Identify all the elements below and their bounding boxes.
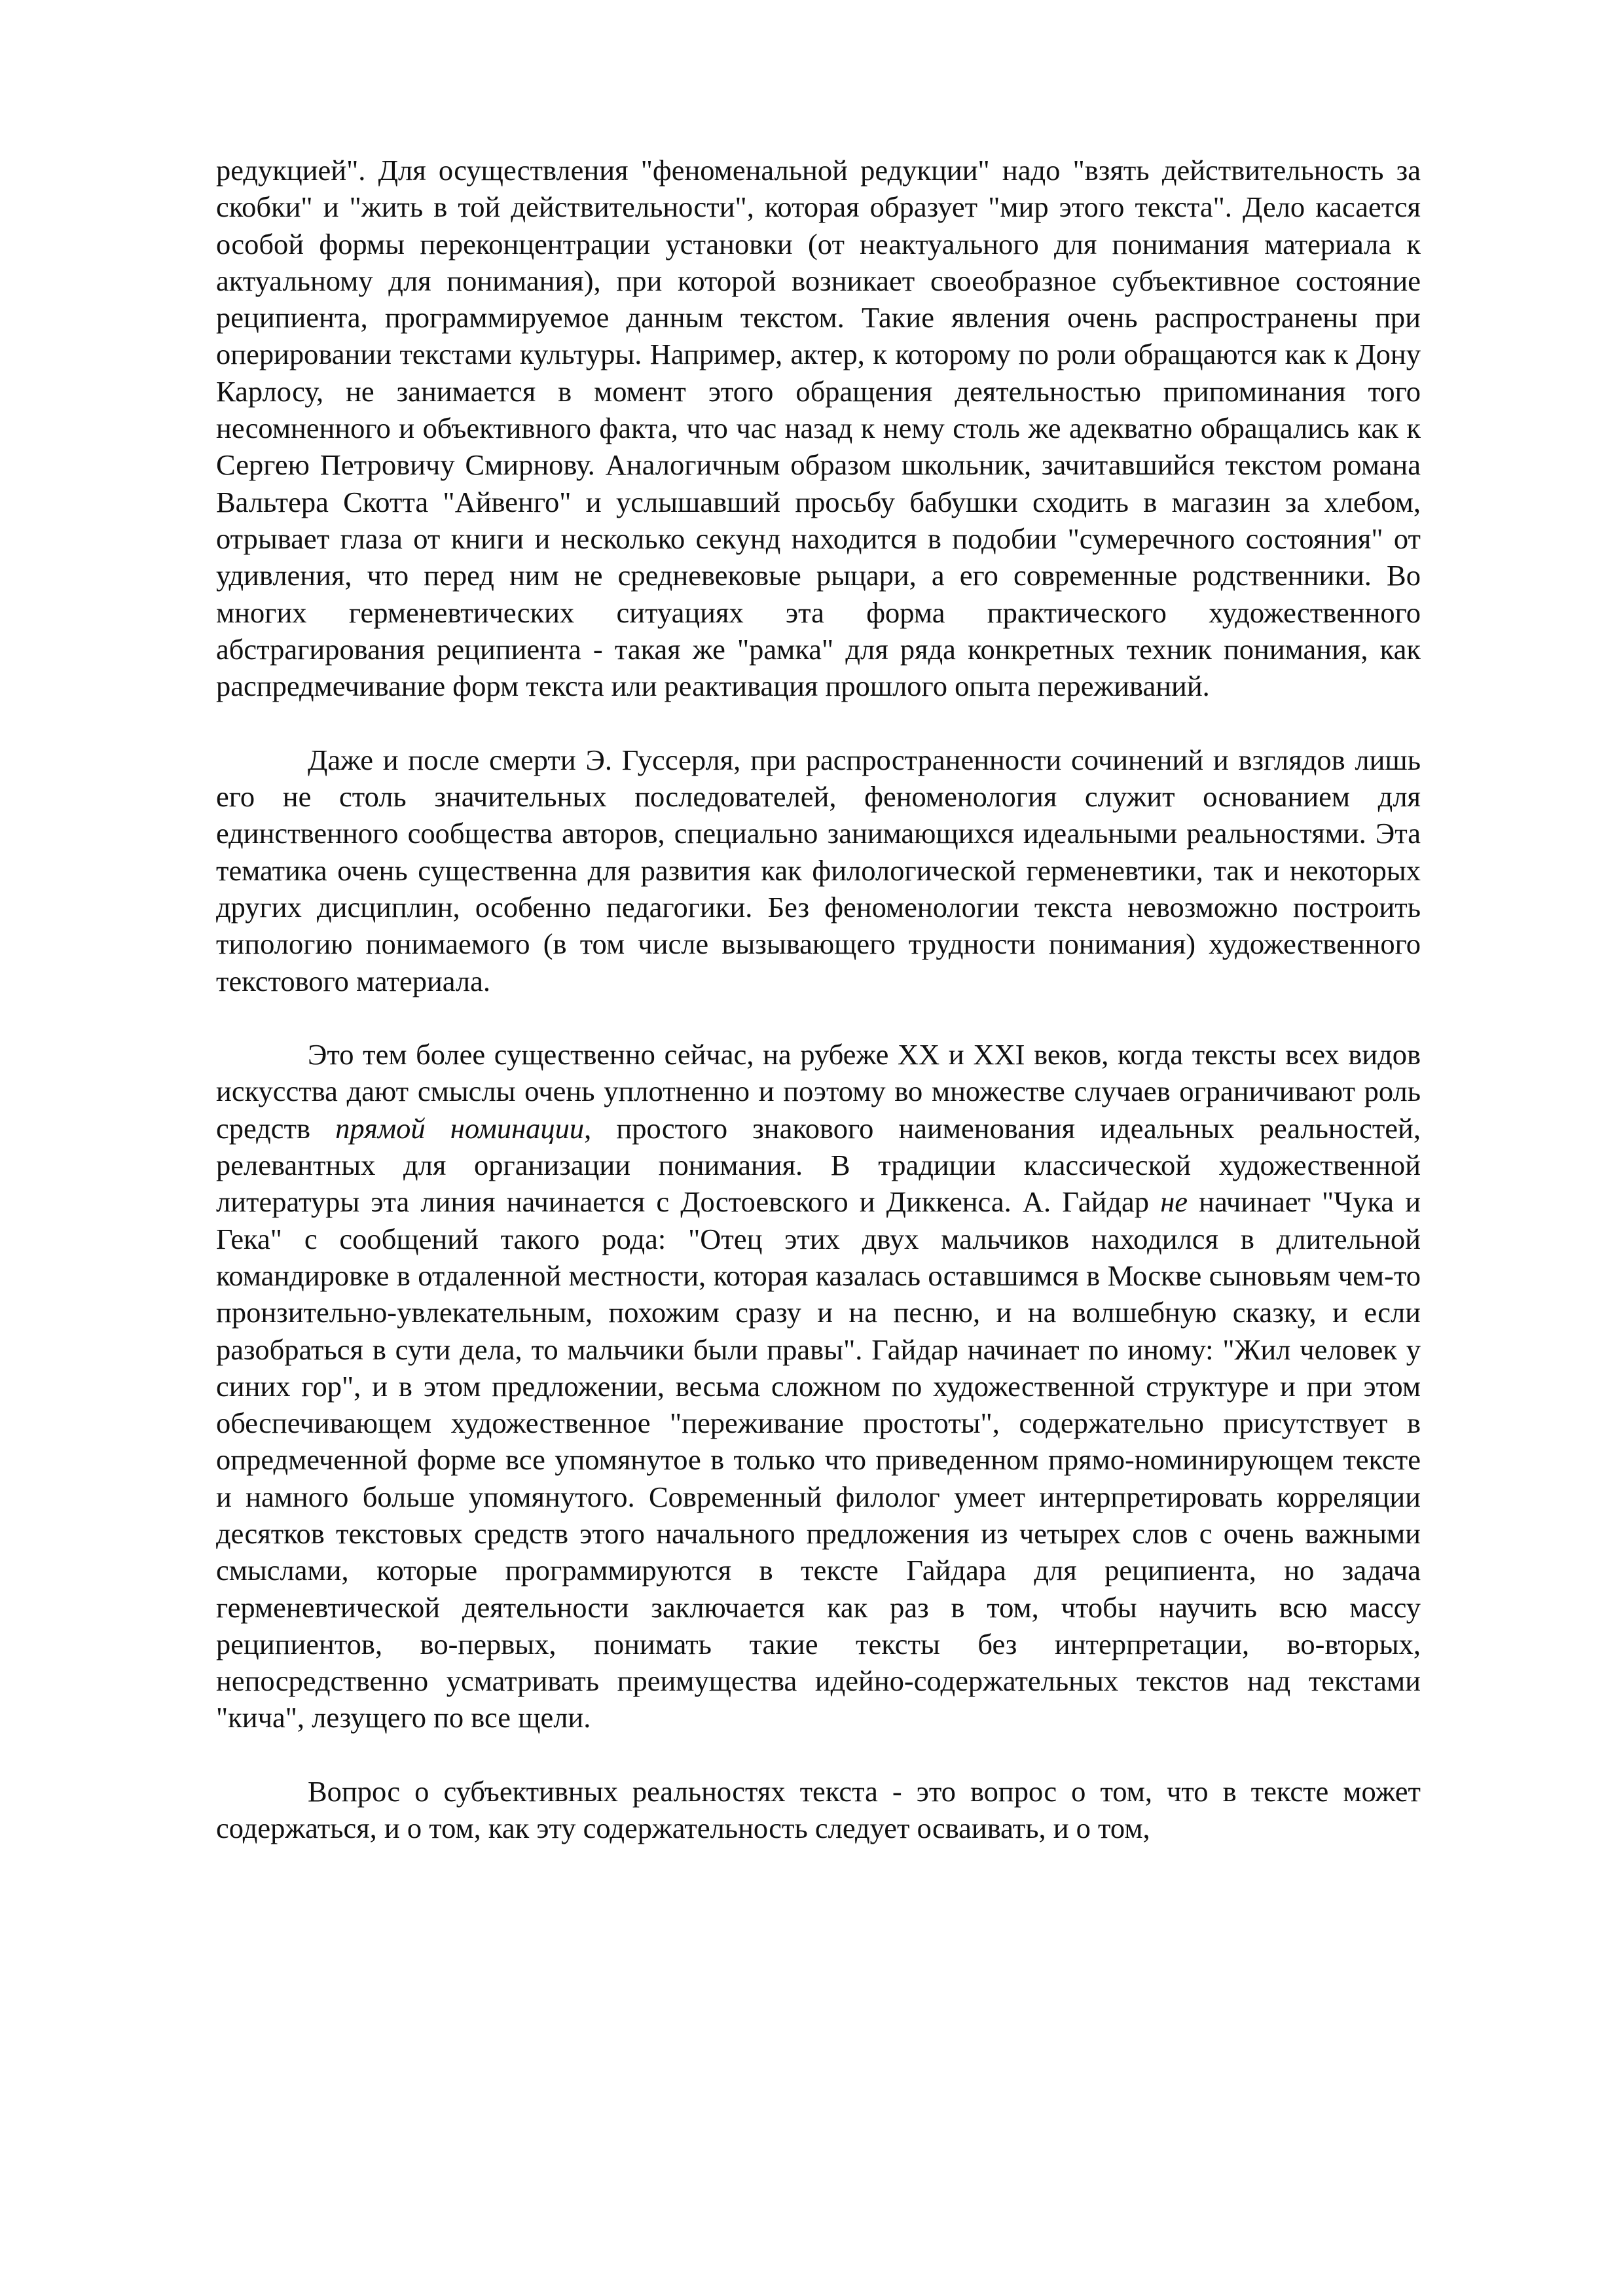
paragraph-4-text: Вопрос о субъективных реальностях текста - это вопрос о том, что в тексте может содержаться, и о том, как эту содержательность следует осваивать, и о том, [216, 1775, 1421, 1845]
paragraph-3-text-b: , простого знакового наименования идеальных реальностей, релевантных для организации понимания. В традиции классической художественной литературы эта линия начинается с Достоевского и Диккенса. А. Гайдар [216, 1111, 1421, 1219]
paragraph-3-italic-ne: не [1160, 1185, 1188, 1219]
paragraph-3-text-a: Это тем более существенно сейчас, на рубеже XX и XXI веков, когда тексты всех видов искусства дают смыслы очень уплотненно и поэтому во множестве случаев ограничивают роль средств [216, 1038, 1421, 1145]
paragraph-2-text: Даже и после смерти Э. Гуссерля, при распространенности сочинений и взглядов лишь его не столь значительных последователей, феноменология служит основанием для единственного сообщества авторов, специально занимающихся идеальными реальностями. Эта тематика очень существенна для развития как филологической герменевтики, так и некоторых других дисциплин, особенно педагогики. Без феноменологии текста невозможно построить типологию понимаемого (в том числе вызывающего трудности понимания) художественного текстового материала. [216, 743, 1421, 997]
paragraph-4 [216, 1773, 1421, 1847]
paragraph-3-italic-term: прямой номинации [335, 1111, 585, 1145]
paragraph-3 [216, 1036, 1421, 1736]
paragraph-3-text-c: начинает "Чука и Гека" с сообщений такого рода: "Отец этих двух мальчиков находился в длительной командировке в отдаленной местности, которая казалась оставшимся в Москве сыновьям чем-то пронзительно-увлекательным, похожим сразу и на песню, и на волшебную сказку, и если разобраться в сути дела, то мальчики были правы". Гайдар начинает по иному: "Жил человек у синих гор", и в этом предложении, весьма сложном по художественной структуре и при этом обеспечивающем художественное "переживание простоты", содержательно присутствует в опредмеченной форме все упомянутое в только что приведенном прямо-номинирующем тексте и намного больше упомянутого. Современный филолог умеет интерпретировать корреляции десятков текстовых средств этого начального предложения из четырех слов с очень важными смыслами, которые программируются в тексте Гайдара для реципиента, но задача герменевтической деятельности заключается как раз в том, чтобы научить всю массу реципиентов, во-первых, понимать такие тексты без интерпретации, во-вторых, непосредственно усматривать преимущества идейно-содержательных текстов над текстами "кича", лезущего по все щели. [216, 1185, 1421, 1734]
paragraph-1 [216, 152, 1421, 704]
paragraph-2 [216, 742, 1421, 999]
body-text [216, 152, 1421, 1847]
paragraph-1-text: редукцией". Для осуществления "феноменальной редукции" надо "взять действительность за скобки" и "жить в той действительности", которая образует "мир этого текста". Дело касается особой формы переконцентрации установки (от неактуального для понимания материала к актуальному для понимания), при которой возникает своеобразное субъективное состояние реципиента, программируемое данным текстом. Такие явления очень распространены при оперировании текстами культуры. Например, актер, к которому по роли обращаются как к Дону Карлосу, не занимается в момент этого обращения деятельностью припоминания того несомненного и объективного факта, что час назад к нему столь же адекватно обращались как к Сергею Петровичу Смирнову. Аналогичным образом школьник, зачитавшийся текстом романа Вальтера Скотта "Айвенго" и услышавший просьбу бабушки сходить в магазин за хлебом, отрывает глаза от книги и несколько секунд находится в подобии "сумеречного состояния" от удивления, что перед ним не средневековые рыцари, а его современные родственники. Во многих герменевтических ситуациях эта форма практического художественного абстрагирования реципиента - такая же "рамка" для ряда конкретных техник понимания, как распредмечивание форм текста или реактивация прошлого опыта переживаний. [216, 154, 1421, 703]
